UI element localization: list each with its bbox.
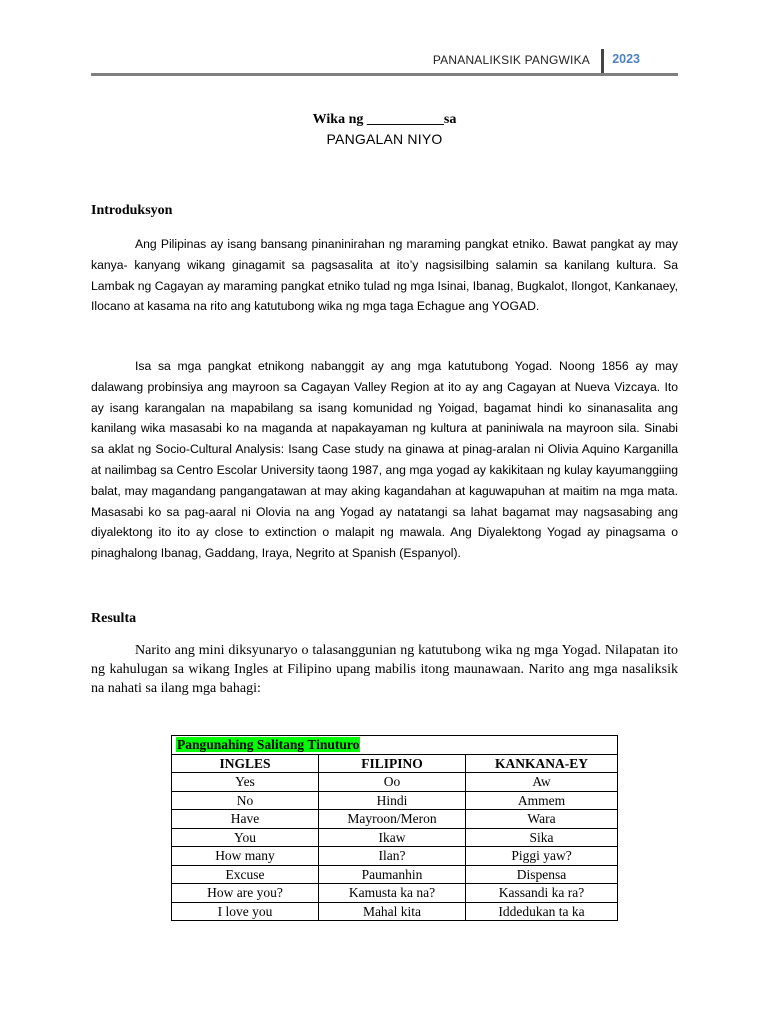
cell-kankana-ey: Kassandi ka ra? — [466, 884, 618, 903]
cell-kankana-ey: Wara — [466, 810, 618, 829]
cell-ingles: How are you? — [172, 884, 319, 903]
cell-filipino: Oo — [319, 773, 466, 792]
table-row — [172, 884, 618, 903]
header-rule — [91, 73, 678, 76]
table-row — [172, 773, 618, 792]
header-year: 2023 — [612, 52, 640, 66]
intro-paragraph-1: Ang Pilipinas ay isang bansang pinaninirahan ng maraming pangkat etniko. Bawat pangkat ay may kanya- kanyang wikang ginagamit sa pagsasalita at ito’y nagsisilbing salamin sa kanilang kultura. Sa Lambak ng Cagayan ay maraming pangkat etniko tulad ng mga Isinai, Ibanag, Bugkalot, Ilongot, Kankanaey, Ilocano at kasama na rito ang katutubong wika ng mga taga Echague ang YOGAD. — [91, 237, 678, 314]
results-paragraph: Narito ang mini diksyunaryo o talasanggunian ng katutubong wika ng mga Yogad. Nilapatan ito ng kahulugan sa wikang Ingles at Filipino upang mabilis itong maunawaan. Narito ang mga nasaliksik na nahati sa ilang mga bahagi: — [91, 643, 678, 696]
table-row — [172, 902, 618, 921]
header-separator — [601, 49, 604, 73]
cell-filipino: Paumanhin — [319, 865, 466, 884]
cell-kankana-ey: Ammem — [466, 791, 618, 810]
cell-filipino: Hindi — [319, 791, 466, 810]
column-header-ingles: INGLES — [172, 754, 319, 773]
cell-kankana-ey: Sika — [466, 828, 618, 847]
vocabulary-table — [171, 735, 618, 921]
results-heading: Resulta — [91, 611, 137, 626]
cell-kankana-ey: Dispensa — [466, 865, 618, 884]
header-title: PANANALIKSIK PANGWIKA — [432, 53, 590, 67]
cell-filipino: Ilan? — [319, 847, 466, 866]
cell-filipino: Ikaw — [319, 828, 466, 847]
cell-filipino: Mahal kita — [319, 902, 466, 921]
cell-kankana-ey: Iddedukan ta ka — [466, 902, 618, 921]
table-caption-row — [172, 736, 618, 755]
cell-ingles: You — [172, 828, 319, 847]
cell-ingles: No — [172, 791, 319, 810]
cell-ingles: I love you — [172, 902, 319, 921]
cell-kankana-ey: Aw — [466, 773, 618, 792]
cell-ingles: Have — [172, 810, 319, 829]
document-subtitle: PANGALAN NIYO — [326, 131, 443, 147]
cell-ingles: Excuse — [172, 865, 319, 884]
table-row — [172, 828, 618, 847]
column-header-filipino: FILIPINO — [319, 754, 466, 773]
cell-filipino: Kamusta ka na? — [319, 884, 466, 903]
document-title: Wika ng ___________sa — [312, 112, 457, 127]
cell-ingles: Yes — [172, 773, 319, 792]
intro-heading: Introduksyon — [91, 203, 173, 218]
intro-paragraph-2: Isa sa mga pangkat etnikong nabanggit ay ang mga katutubong Yogad. Noong 1856 ay may dalawang probinsiya ang mayroon sa Cagayan Valley Region at ito ay ang Cagayan at Nueva Vizcaya. Ito ay isang karangalan na mapabilang sa isang komunidad ng Yoigad, bagamat hindi ko sinanasalita ang kanilang wika masasabi ko na maganda at napakayaman ng kultura at paniniwala na mayroon sila. Sinabi sa aklat ng Socio-Cultural Analysis: Isang Case study na ginawa at pinag-aralan ni Olivia Aquino Karganilla at nailimbag sa Centro Escolar University taong 1987, ang mga yogad ay kakikitaan ng kulay kayumanggiing balat, may magandang pangangatawan at may aking kagandahan at kaguwapuhan at maitim na mga mata. Masasabi ko sa pag-aaral ni Olovia na ang Yogad ay natatangi sa lahat bagamat may nagsasabing ang diyalektong ito ito ay close to extinction o malapit ng mawala. Ang Diyalektong Yogad ay pinagsama o pinaghalong Ibanag, Gaddang, Iraya, Negrito at Spanish (Espanyol). — [91, 359, 678, 561]
column-header-kankana-ey: KANKANA-EY — [466, 754, 618, 773]
table-header-row — [172, 754, 618, 773]
cell-filipino: Mayroon/Meron — [319, 810, 466, 829]
cell-ingles: How many — [172, 847, 319, 866]
table-row — [172, 847, 618, 866]
table-row — [172, 791, 618, 810]
table-caption-cell — [172, 736, 618, 755]
table-row — [172, 865, 618, 884]
page-header — [91, 49, 678, 73]
cell-kankana-ey: Piggi yaw? — [466, 847, 618, 866]
table-row — [172, 810, 618, 829]
table-caption: Pangunahing Salitang Tinuturo — [177, 737, 360, 753]
